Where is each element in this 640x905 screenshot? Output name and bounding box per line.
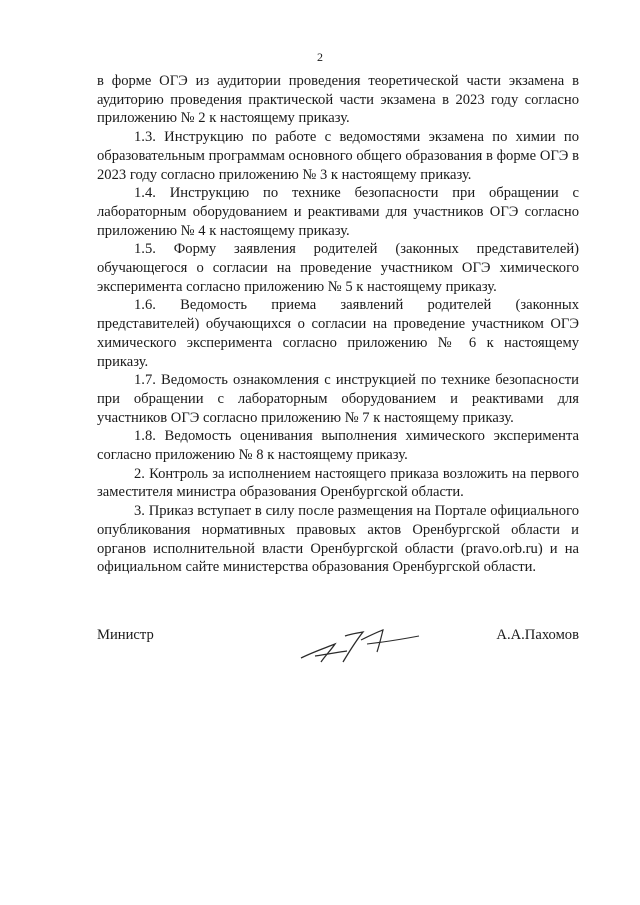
paragraph-2: 2. Контроль за исполнением настоящего приказа возложить на первого заместителя министра образования Оренбургской области. [97,465,579,501]
signature-stroke-5 [367,636,419,644]
paragraph-1-3: 1.3. Инструкцию по работе с ведомостями экзамена по химии по образовательным программам основного общего образования в форме ОГЭ в 2023 году согласно приложению № 3 к настоящему приказу. [97,129,579,183]
document-body [97,72,579,577]
signature-stroke-4 [361,630,383,652]
handwritten-signature [295,622,425,672]
signature-stroke-2 [315,651,347,656]
paragraph-1-8: 1.8. Ведомость оценивания выполнения химического эксперимента согласно приложению № 8 к настоящему приказу. [97,428,579,464]
paragraph-1-6: 1.6. Ведомость приема заявлений родителей (законных представителей) обучающихся о согласии на проведение участником ОГЭ химического эксперимента согласно приложению № 6 к настоящему приказу. [97,297,579,370]
signatory-name: А.А.Пахомов [496,627,579,643]
signature-stroke-3 [343,632,363,662]
page-number: 2 [317,50,323,64]
paragraph-1-4: 1.4. Инструкцию по технике безопасности при обращении с лабораторным оборудованием и реактивами для участников ОГЭ согласно приложению № 4 к настоящему приказу. [97,185,579,239]
signature-block [97,622,579,672]
paragraph-3: 3. Приказ вступает в силу после размещения на Портале официального опубликования нормативных правовых актов Оренбургской области и органов исполнительной власти Оренбургской области (pravo.orb.ru) и на официальном сайте министерства образования Оренбургской области. [97,503,579,576]
signatory-title: Министр [97,627,154,643]
signature-stroke-1 [301,644,335,662]
paragraph-continuation: в форме ОГЭ из аудитории проведения теоретической части экзамена в аудиторию проведения практической части экзамена в 2023 году согласно приложению № 2 к настоящему приказу. [97,73,579,127]
paragraph-1-7: 1.7. Ведомость ознакомления с инструкцией по технике безопасности при обращении с лабораторным оборудованием и реактивами для участников ОГЭ согласно приложению № 7 к настоящему приказу. [97,372,579,426]
paragraph-1-5: 1.5. Форму заявления родителей (законных представителей) обучающегося о согласии на проведение участником ОГЭ химического эксперимента согласно приложению № 5 к настоящему приказу. [97,241,579,295]
